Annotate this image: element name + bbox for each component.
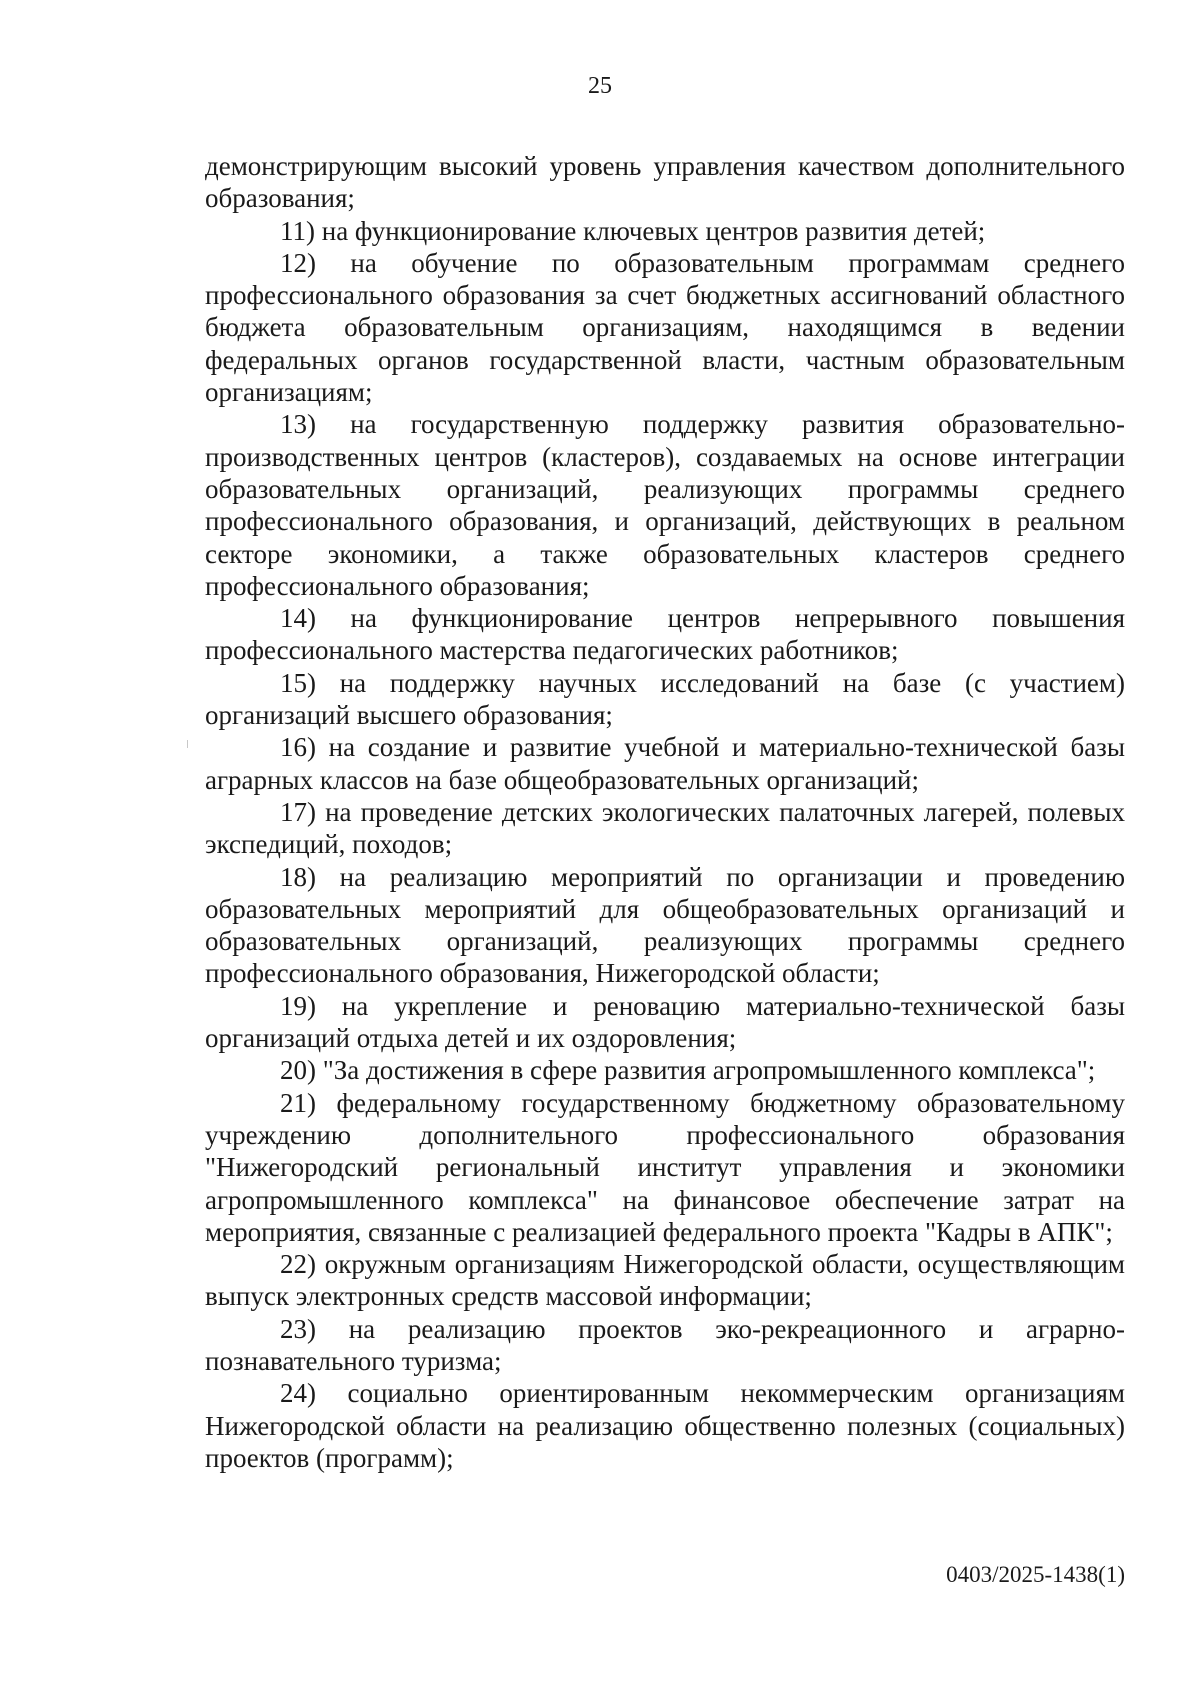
- document-code: 0403/2025-1438(1): [946, 1562, 1125, 1587]
- list-item-24: 24) социально ориентированным некоммерческим организациям Нижегородской области на реализацию общественно полезных (социальных) проектов (программ);: [205, 1378, 1125, 1473]
- list-item-22: 22) окружным организациям Нижегородской области, осуществляющим выпуск электронных средств массовой информации;: [205, 1249, 1125, 1312]
- list-item-18: 18) на реализацию мероприятий по организации и проведению образовательных мероприятий для общеобразовательных организаций и образовательных организаций, реализующих программы среднего профессионального образования, Нижегородской области;: [205, 861, 1125, 989]
- list-item-13: 13) на государственную поддержку развития образовательно-производственных центров (кластеров), создаваемых на основе интеграции образовательных организаций, реализующих программы среднего профессионального образования, и организаций, действующих в реальном секторе экономики, а также образовательных кластеров среднего профессионального образования;: [205, 409, 1125, 601]
- scan-artifact: [187, 740, 188, 748]
- list-item-23: 23) на реализацию проектов эко-рекреационного и аграрно-познавательного туризма;: [205, 1313, 1125, 1376]
- list-item-15: 15) на поддержку научных исследований на базе (с участием) организаций высшего образования;: [205, 667, 1125, 731]
- list-item-17: 17) на проведение детских экологических палаточных лагерей, полевых экспедиций, походов;: [205, 796, 1125, 860]
- paragraph-continuation: демонстрирующим высокий уровень управления качеством дополнительного образования;: [205, 151, 1125, 214]
- list-item-21: 21) федеральному государственному бюджетному образовательному учреждению дополнительного профессионального образования "Нижегородский региональный институт управления и экономики агропромышленного комплекса" на финансовое обеспечение затрат на мероприятия, связанные с реализацией федерального проекта "Кадры в АПК";: [205, 1087, 1125, 1247]
- list-item-14: 14) на функционирование центров непрерывного повышения профессионального мастерства педагогических работников;: [205, 603, 1125, 666]
- page-number: 25: [588, 73, 612, 99]
- list-item-19: 19) на укрепление и реновацию материально-технической базы организаций отдыха детей и их оздоровления;: [205, 990, 1125, 1054]
- list-item-12: 12) на обучение по образовательным программам среднего профессионального образования за счет бюджетных ассигнований областного бюджета образовательным организациям, находящимся в ведении федеральных органов государственной власти, частным образовательным организациям;: [205, 247, 1125, 408]
- list-item-16: 16) на создание и развитие учебной и материально-технической базы аграрных классов на базе общеобразовательных организаций;: [205, 732, 1125, 795]
- list-item-11: 11) на функционирование ключевых центров развития детей;: [280, 215, 986, 246]
- document-body: [205, 150, 1125, 1474]
- list-item-20: 20) "За достижения в сфере развития агропромышленного комплекса";: [280, 1055, 1096, 1086]
